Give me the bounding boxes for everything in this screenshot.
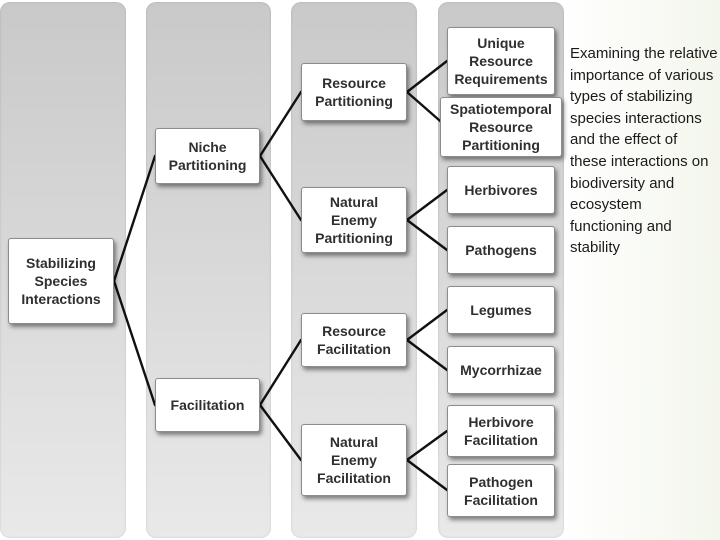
connector-resource-unique (407, 61, 447, 92)
node-spatiotemporal-resource-partitioning: Spatiotemporal Resource Partitioning (440, 97, 562, 157)
node-resource-facilitation: Resource Facilitation (301, 313, 407, 367)
node-stabilizing-species-interactions: Stabilizing Species Interactions (8, 238, 114, 324)
node-legumes: Legumes (447, 286, 555, 334)
connector-resfac-mycorrhizae (407, 340, 447, 370)
node-herbivore-facilitation: Herbivore Facilitation (447, 405, 555, 457)
connector-niche-enemy (260, 156, 301, 220)
connector-enemyfac-pathogen (407, 460, 447, 490)
node-natural-enemy-partitioning: Natural Enemy Partitioning (301, 187, 407, 253)
description-text: Examining the relative importance of various types of stabilizing species interactions and the effect of these interactions on biodiversity and ecosystem functioning and stability (570, 45, 718, 257)
node-facilitation: Facilitation (155, 378, 260, 432)
connector-enemy-pathogens (407, 220, 447, 250)
node-herbivores: Herbivores (447, 166, 555, 214)
connector-root-facilitation (114, 281, 155, 405)
node-natural-enemy-facilitation: Natural Enemy Facilitation (301, 424, 407, 496)
connector-resfac-legumes (407, 310, 447, 340)
connector-enemyfac-herbivore (407, 431, 447, 460)
node-unique-resource-requirements: Unique Resource Requirements (447, 27, 555, 95)
node-mycorrhizae: Mycorrhizae (447, 346, 555, 394)
connector-facilitation-resource (260, 340, 301, 405)
connector-facilitation-enemy (260, 405, 301, 460)
node-pathogens: Pathogens (447, 226, 555, 274)
node-pathogen-facilitation: Pathogen Facilitation (447, 464, 555, 517)
connector-niche-resource (260, 92, 301, 156)
node-niche-partitioning: Niche Partitioning (155, 128, 260, 184)
node-resource-partitioning: Resource Partitioning (301, 63, 407, 121)
connector-root-niche (114, 156, 155, 281)
connector-enemy-herbivores (407, 190, 447, 220)
